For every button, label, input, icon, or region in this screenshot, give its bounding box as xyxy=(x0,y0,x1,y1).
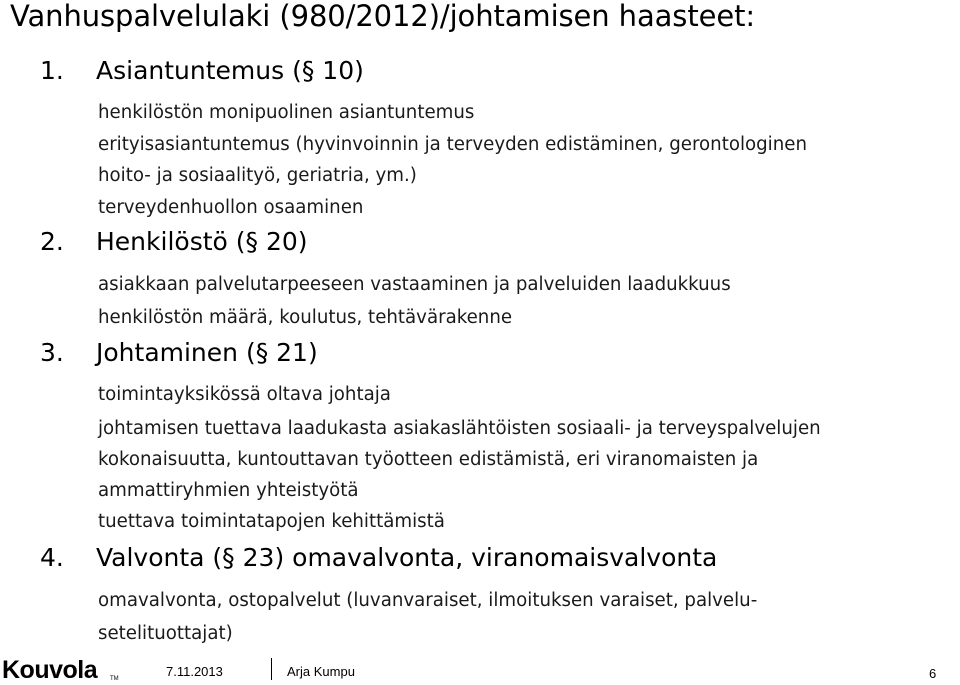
section-heading-2 xyxy=(0,225,960,259)
list-item: johtamisen tuettava laadukasta asiakaslähtöisten sosiaali- ja terveyspalvelujen xyxy=(98,418,821,439)
list-item: henkilöstön määrä, koulutus, tehtävärakenne xyxy=(98,307,513,328)
list-item: erityisasiantuntemus (hyvinvoinnin ja terveyden edistäminen, gerontologinen xyxy=(98,134,807,155)
section-number: 2. xyxy=(40,227,64,256)
logo-wordmark: Kouvola xyxy=(2,656,98,682)
logo-trademark: TM xyxy=(110,676,119,682)
section-title: Henkilöstö (§ 20) xyxy=(96,227,308,256)
list-item: toimintayksikössä oltava johtaja xyxy=(98,384,391,405)
section-number: 3. xyxy=(40,338,64,367)
section-heading-1 xyxy=(0,54,960,88)
footer-author: Arja Kumpu xyxy=(287,664,355,679)
list-item: hoito- ja sosiaalityö, geriatria, ym.) xyxy=(98,165,417,186)
section-title: Johtaminen (§ 21) xyxy=(96,338,318,367)
list-item: tuettava toimintatapojen kehittämistä xyxy=(98,511,445,532)
slide-footer xyxy=(0,652,960,685)
section-number: 1. xyxy=(40,56,64,85)
list-item: ammattiryhmien yhteistyötä xyxy=(98,480,359,501)
list-item: terveydenhuollon osaaminen xyxy=(98,197,364,218)
footer-divider xyxy=(271,658,272,680)
list-item: henkilöstön monipuolinen asiantuntemus xyxy=(98,102,475,123)
section-heading-4 xyxy=(0,541,960,575)
section-title: Asiantuntemus (§ 10) xyxy=(96,56,364,85)
list-item: asiakkaan palvelutarpeeseen vastaaminen ja palveluiden laadukkuus xyxy=(98,274,731,295)
slide-title: Vanhuspalvelulaki (980/2012)/johtamisen haasteet: xyxy=(10,0,756,33)
footer-date: 7.11.2013 xyxy=(166,664,223,679)
section-heading-3 xyxy=(0,336,960,370)
section-number: 4. xyxy=(40,543,64,572)
list-item: omavalvonta, ostopalvelut (luvanvaraiset, ilmoituksen varaiset, palvelu- xyxy=(98,590,758,611)
list-item: setelituottajat) xyxy=(98,623,233,644)
list-item: kokonaisuutta, kuntouttavan työotteen edistämistä, eri viranomaisten ja xyxy=(98,449,759,470)
page-number: 6 xyxy=(929,666,937,681)
kouvola-logo xyxy=(2,656,122,682)
section-title: Valvonta (§ 23) omavalvonta, viranomaisvalvonta xyxy=(96,543,718,572)
